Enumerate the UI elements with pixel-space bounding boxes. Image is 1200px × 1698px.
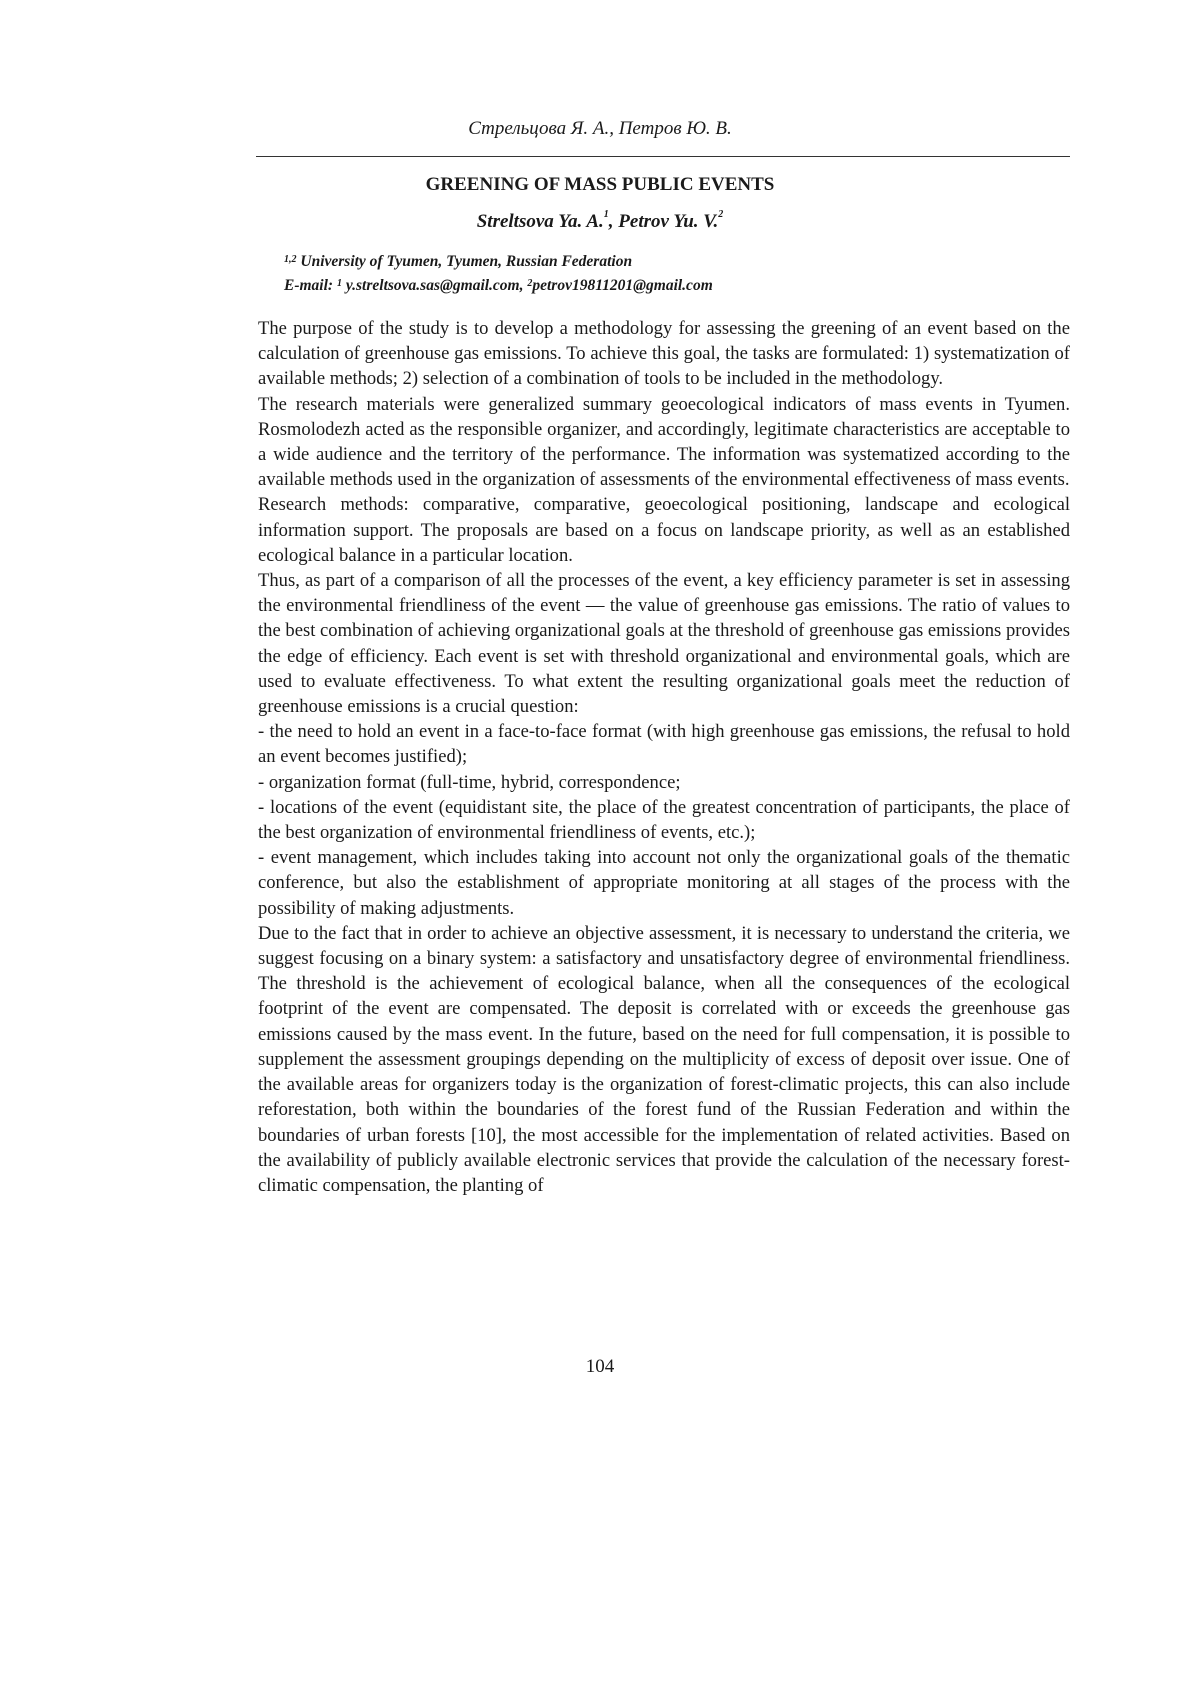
list-item: - the need to hold an event in a face-to-face format (with high greenhouse gas emissions, the refusal to hold an event becomes justified); xyxy=(258,721,1070,768)
email-superscript: 1 xyxy=(336,278,342,289)
author-separator: , xyxy=(608,211,619,232)
email-address-1[interactable]: y.streltsova.sas@gmail.com, xyxy=(341,277,528,294)
paragraph: Thus, as part of a comparison of all the processes of the event, a key efficiency parameter is set in assessing the environmental friendliness of the event — the value of greenhouse gas emissions. The ratio of values to the best combination of achieving organizational goals at the threshold of greenhouse gas emissions provides the edge of efficiency. Each event is set with threshold organizational and environmental goals, which are used to evaluate effectiveness. To what extent the resulting organizational goals meet the reduction of greenhouse emissions is a crucial question: xyxy=(258,570,1070,718)
author-superscript: 1 xyxy=(603,209,609,220)
list-item: - organization format (full-time, hybrid, correspondence; xyxy=(258,771,681,793)
email-label: E-mail: xyxy=(284,277,337,294)
affiliation-line xyxy=(284,250,713,274)
page-number: 104 xyxy=(585,1356,615,1377)
authors-line xyxy=(0,211,1200,233)
list-item: - locations of the event (equidistant site, the place of the greatest concentration of participants, the place of the best organization of environmental friendliness of events, etc.); xyxy=(258,796,1070,844)
author-superscript: 2 xyxy=(718,209,724,220)
email-line xyxy=(284,274,713,298)
header-rule xyxy=(256,156,1070,157)
author-name: Petrov Yu. V. xyxy=(618,211,719,232)
email-address-2[interactable]: petrov19811201@gmail.com xyxy=(532,277,713,294)
affiliation-text: University of Tyumen, Tyumen, Russian Federation xyxy=(296,253,633,270)
running-header: Стрельцова Я. А., Петров Ю. В. xyxy=(468,118,732,139)
author-name: Streltsova Ya. A. xyxy=(476,211,604,232)
paragraph: Due to the fact that in order to achieve an objective assessment, it is necessary to understand the criteria, we suggest focusing on a binary system: a satisfactory and unsatisfactory degree of environmental friendliness. The threshold is the achievement of ecological balance, when all the consequences of the ecological footprint of the event are compensated. The deposit is correlated with or exceeds the greenhouse gas emissions caused by the mass event. In the future, based on the need for full compensation, it is possible to supplement the assessment groupings depending on the multiplicity of excess of deposit over issue. One of the available areas for organizers today is the organization of forest-climatic projects, this can also include reforestation, both within the boundaries of the forest fund of the Russian Federation and within the boundaries of urban forests [10], the most accessible for the implementation of related activities. Based on the availability of publicly available electronic services that provide the calculation of the necessary forest-climatic compensation, the planting of xyxy=(258,922,1070,1196)
email-superscript: 2 xyxy=(527,278,533,289)
affiliation-superscript: 1,2 xyxy=(284,254,297,265)
affiliation-block xyxy=(284,250,713,298)
paragraph: The purpose of the study is to develop a methodology for assessing the greening of an event based on the calculation of greenhouse gas emissions. To achieve this goal, the tasks are formulated: 1) systematization of available methods; 2) selection of a combination of tools to be included in the methodology. xyxy=(258,318,1070,390)
paragraph: The research materials were generalized summary geoecological indicators of mass events in Tyumen. Rosmolodezh acted as the responsible organizer, and accordingly, legitimate characteristics are acceptable to a wide audience and the territory of the performance. The information was systematized according to the available methods used in the organization of assessments of the environmental effectiveness of mass events. xyxy=(258,393,1070,491)
list-item: - event management, which includes taking into account not only the organizational goals of the thematic conference, but also the establishment of appropriate monitoring at all stages of the process with the possibility of making adjustments. xyxy=(258,847,1070,919)
paper-title: GREENING OF MASS PUBLIC EVENTS xyxy=(425,174,775,195)
paragraph: Research methods: comparative, comparative, geoecological positioning, landscape and ecological information support. The proposals are based on a focus on landscape priority, as well as an established ecological balance in a particular location. xyxy=(258,494,1070,566)
body-text xyxy=(258,316,1070,1198)
